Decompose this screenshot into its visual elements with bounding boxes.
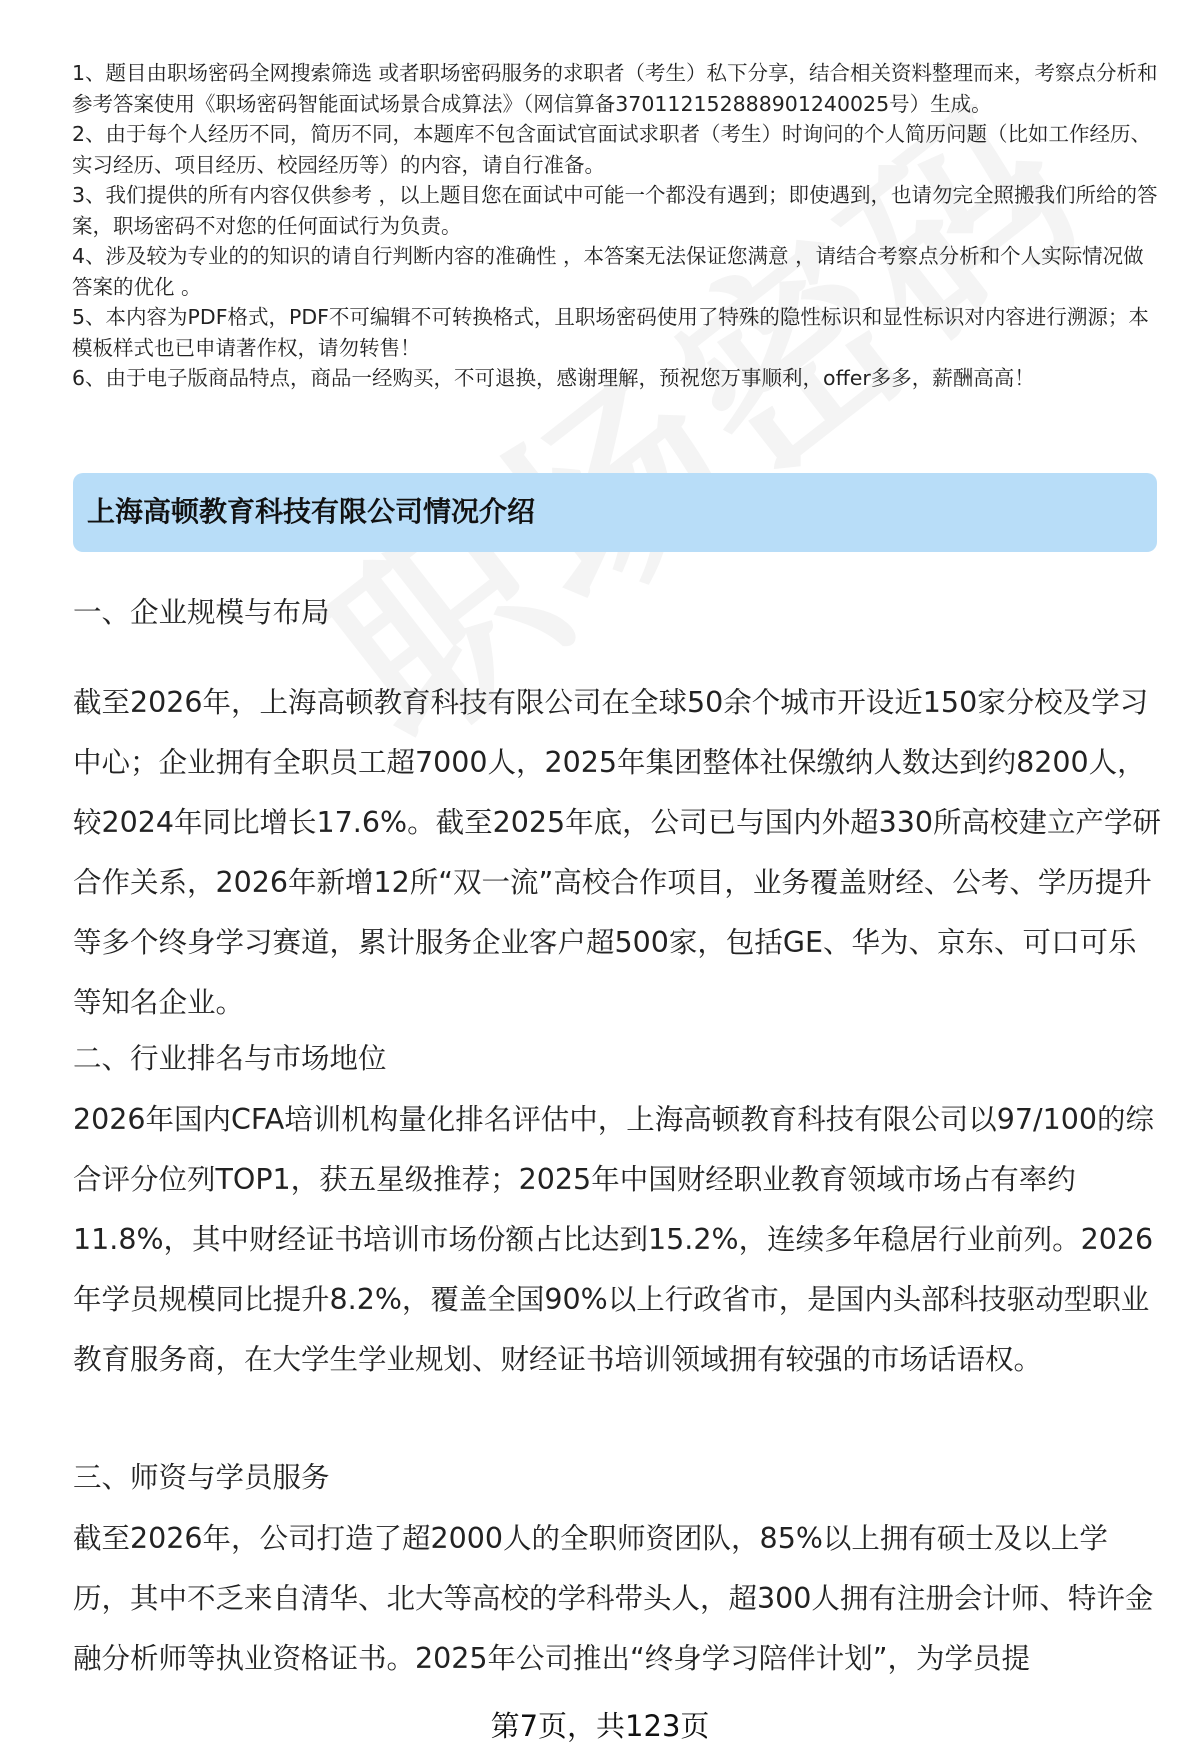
note-2: 2、由于每个人经历不同，简历不同，本题库不包含面试官面试求职者（考生）时询问的个人简历问题（比如工作经历、实习经历、项目经历、校园经历等）的内容，请自行准备。: [72, 122, 1152, 177]
section-heading-teachers: 三、师资与学员服务: [73, 1461, 330, 1494]
page-number: 第7页，共123页: [490, 1709, 710, 1743]
section-body-ranking: 2026年国内CFA培训机构量化排名评估中，上海高顿教育科技有限公司以97/100的综合评分位列TOP1，获五星级推荐；2025年中国财经职业教育领域市场占有率约11.8%，其中财经证书培训市场份额占比达到15.2%，连续多年稳居行业前列。2026年学员规模同比提升8.2%，覆盖全国90%以上行政省市，是国内头部科技驱动型职业教育服务商，在大学生学业规划、财经证书培训领域拥有较强的市场话语权。: [73, 1103, 1154, 1376]
section-body-scale: 截至2026年，上海高顿教育科技有限公司在全球50余个城市开设近150家分校及学习中心；企业拥有全职员工超7000人，2025年集团整体社保缴纳人数达到约8200人，较2024年同比增长17.6%。截至2025年底，公司已与国内外超330所高校建立产学研合作关系，2026年新增12所“双一流”高校合作项目，业务覆盖财经、公考、学历提升等多个终身学习赛道，累计服务企业客户超500家，包括GE、华为、京东、可口可乐等知名企业。: [73, 686, 1161, 1019]
section-scale: [73, 594, 1163, 632]
section-ranking: [73, 1040, 1163, 1078]
section-body-teachers: 截至2026年，公司打造了超2000人的全职师资团队，85%以上拥有硕士及以上学历，其中不乏来自清华、北大等高校的学科带头人，超300人拥有注册会计师、特许金融分析师等执业资格证书。2025年公司推出“终身学习陪伴计划”，为学员提: [73, 1522, 1154, 1675]
section-scale-body-wrap: [73, 673, 1163, 1033]
section-ranking-body-wrap: [73, 1090, 1163, 1390]
note-4: 4、涉及较为专业的的知识的请自行判断内容的准确性 ，本答案无法保证您满意 ，请结合考察点分析和个人实际情况做答案的优化 。: [72, 244, 1144, 299]
note-3: 3、我们提供的所有内容仅供参考 ，以上题目您在面试中可能一个都没有遇到；即使遇到，也请勿完全照搬我们所给的答案，职场密码不对您的任何面试行为负责。: [72, 183, 1158, 238]
section-teachers: [73, 1459, 1163, 1497]
section-title: 上海高顿教育科技有限公司情况介绍: [87, 495, 536, 528]
disclaimer-notes: [72, 58, 1162, 394]
note-5: 5、本内容为PDF格式，PDF不可编辑不可转换格式，且职场密码使用了特殊的隐性标识和显性标识对内容进行溯源；本模板样式也已申请著作权，请勿转售！: [72, 305, 1149, 360]
note-6: 6、由于电子版商品特点，商品一经购买，不可退换，感谢理解，预祝您万事顺利，offer多多，薪酬高高！: [72, 366, 1035, 390]
section-heading-scale: 一、企业规模与布局: [73, 596, 330, 629]
section-title-bar: [73, 473, 1157, 552]
section-heading-ranking: 二、行业排名与市场地位: [73, 1042, 387, 1075]
section-teachers-body-wrap: [73, 1509, 1163, 1689]
note-1: 1、题目由职场密码全网搜索筛选 或者职场密码服务的求职者（考生）私下分享，结合相关资料整理而来，考察点分析和参考答案使用《职场密码智能面试场景合成算法》（网信算备370112152888901240025号）生成。: [72, 61, 1158, 116]
